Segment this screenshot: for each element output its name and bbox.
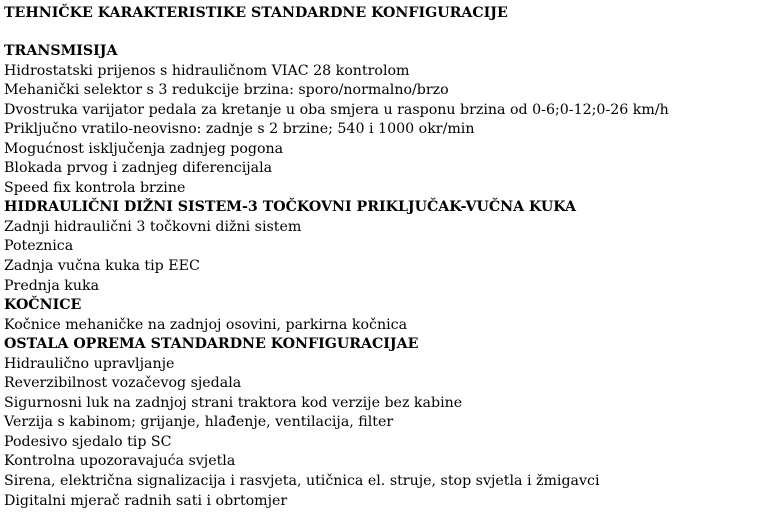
section-transmisija xyxy=(4,42,764,198)
spec-line: Zadnji hidraulični 3 točkovni dižni sistem xyxy=(4,218,302,235)
section-heading: OSTALA OPREMA STANDARDNE KONFIGURACIJAE xyxy=(4,336,419,353)
spec-line: Blokada prvog i zadnjeg diferencijala xyxy=(4,160,273,177)
spec-line: Reverzibilnost vozačevog sjedala xyxy=(4,375,242,392)
spec-line: Dvostruka varijator pedala za kretanje u oba smjera u rasponu brzina od 0-6;0-12;0-26 km/h xyxy=(4,101,669,118)
spec-line: Sigurnosni luk na zadnjoj strani traktora kod verzije bez kabine xyxy=(4,394,463,411)
spec-document xyxy=(4,4,764,511)
section-hidraulicni-sistem xyxy=(4,198,764,296)
spec-line: Mehanički selektor s 3 redukcije brzina: sporo/normalno/brzo xyxy=(4,82,449,99)
spec-line: Priključno vratilo-neovisno: zadnje s 2 brzine; 540 i 1000 okr/min xyxy=(4,121,475,138)
spec-line: Sirena, električna signalizacija i rasvjeta, utičnica el. struje, stop svjetla i žmigavci xyxy=(4,473,600,490)
spec-line: Kontrolna upozoravajuća svjetla xyxy=(4,453,236,470)
spec-line: Prednja kuka xyxy=(4,277,100,294)
section-kocnice xyxy=(4,296,764,335)
section-heading: HIDRAULIČNI DIŽNI SISTEM-3 TOČKOVNI PRIKLJUČAK-VUČNA KUKA xyxy=(4,199,577,216)
section-ostala-oprema xyxy=(4,335,764,511)
section-heading: KOČNICE xyxy=(4,297,82,314)
spec-line: Zadnja vučna kuka tip EEC xyxy=(4,258,200,275)
document-title: TEHNIČKE KARAKTERISTIKE STANDARDNE KONFIGURACIJE xyxy=(4,5,508,21)
spec-line: Hidrostatski prijenos s hidrauličnom VIAC 28 kontrolom xyxy=(4,62,410,79)
section-heading: TRANSMISIJA xyxy=(4,43,118,59)
spec-line: Kočnice mehaničke na zadnjoj osovini, parkirna kočnica xyxy=(4,316,408,333)
spec-line: Poteznica xyxy=(4,238,74,255)
spec-line: Podesivo sjedalo tip SC xyxy=(4,433,172,450)
spec-line: Speed fix kontrola brzine xyxy=(4,179,186,196)
spec-line: Verzija s kabinom; grijanje, hlađenje, ventilacija, filter xyxy=(4,414,394,431)
spec-line: Mogućnost isključenja zadnjeg pogona xyxy=(4,140,284,157)
spec-line: Digitalni mjerač radnih sati i obrtomjer xyxy=(4,492,288,509)
spec-line: Hidraulično upravljanje xyxy=(4,355,175,372)
